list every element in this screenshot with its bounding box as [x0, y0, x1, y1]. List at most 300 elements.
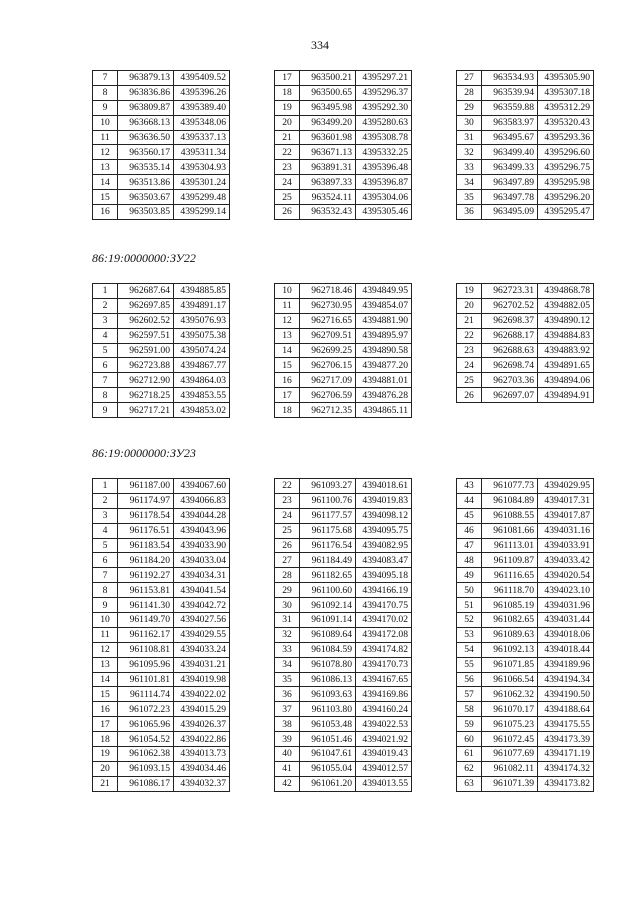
point-number-cell: 44	[457, 493, 482, 508]
table-row	[275, 160, 412, 175]
point-number-cell: 17	[275, 71, 300, 86]
x-coordinate-cell: 963499.20	[300, 115, 356, 130]
x-coordinate-cell: 961088.55	[482, 508, 538, 523]
y-coordinate-cell: 4394882.05	[538, 298, 594, 313]
table-row	[275, 328, 412, 343]
y-coordinate-cell: 4394083.47	[356, 553, 412, 568]
y-coordinate-cell: 4395348.06	[174, 115, 230, 130]
table-row	[93, 479, 230, 494]
x-coordinate-cell: 961103.80	[300, 702, 356, 717]
x-coordinate-cell: 961070.17	[482, 702, 538, 717]
table-row	[93, 145, 230, 160]
point-number-cell: 41	[275, 761, 300, 776]
y-coordinate-cell: 4394032.37	[174, 776, 230, 791]
x-coordinate-cell: 962716.65	[300, 313, 356, 328]
point-number-cell: 9	[93, 598, 118, 613]
point-number-cell: 11	[93, 627, 118, 642]
y-coordinate-cell: 4395320.43	[538, 115, 594, 130]
point-number-cell: 43	[457, 479, 482, 494]
point-number-cell: 8	[93, 583, 118, 598]
table-row	[457, 598, 594, 613]
y-coordinate-cell: 4394095.75	[356, 523, 412, 538]
y-coordinate-cell: 4394034.46	[174, 761, 230, 776]
y-coordinate-cell: 4394033.04	[174, 553, 230, 568]
table-row	[93, 538, 230, 553]
point-number-cell: 10	[93, 613, 118, 628]
table-row	[457, 747, 594, 762]
x-coordinate-cell: 961095.96	[118, 657, 174, 672]
table-row	[457, 627, 594, 642]
y-coordinate-cell: 4394082.95	[356, 538, 412, 553]
y-coordinate-cell: 4395075.38	[174, 328, 230, 343]
x-coordinate-cell: 961091.14	[300, 613, 356, 628]
x-coordinate-cell: 961093.63	[300, 687, 356, 702]
point-number-cell: 25	[457, 373, 482, 388]
table-row	[275, 657, 412, 672]
y-coordinate-cell: 4394029.55	[174, 627, 230, 642]
y-coordinate-cell: 4394890.58	[356, 343, 412, 358]
coordinates-table	[274, 283, 412, 418]
table-row	[457, 493, 594, 508]
table-row	[457, 284, 594, 299]
x-coordinate-cell: 961086.13	[300, 672, 356, 687]
y-coordinate-cell: 4395396.48	[356, 160, 412, 175]
point-number-cell: 15	[93, 190, 118, 205]
x-coordinate-cell: 961108.81	[118, 642, 174, 657]
point-number-cell: 55	[457, 657, 482, 672]
point-number-cell: 31	[457, 130, 482, 145]
point-number-cell: 23	[275, 160, 300, 175]
point-number-cell: 34	[457, 175, 482, 190]
table-row	[457, 613, 594, 628]
point-number-cell: 56	[457, 672, 482, 687]
x-coordinate-cell: 963495.98	[300, 100, 356, 115]
table-row	[93, 627, 230, 642]
section-title: 86:19:0000000:ЗУ23	[92, 446, 196, 460]
y-coordinate-cell: 4394894.06	[538, 373, 594, 388]
x-coordinate-cell: 961085.19	[482, 598, 538, 613]
y-coordinate-cell: 4394066.83	[174, 493, 230, 508]
table-row	[275, 358, 412, 373]
x-coordinate-cell: 962718.25	[118, 388, 174, 403]
x-coordinate-cell: 962712.90	[118, 373, 174, 388]
point-number-cell: 61	[457, 747, 482, 762]
table-row	[275, 403, 412, 418]
table-row	[275, 523, 412, 538]
point-number-cell: 19	[275, 100, 300, 115]
point-number-cell: 12	[275, 313, 300, 328]
table-row	[275, 284, 412, 299]
x-coordinate-cell: 963500.21	[300, 71, 356, 86]
y-coordinate-cell: 4395389.40	[174, 100, 230, 115]
table-row	[93, 776, 230, 791]
point-number-cell: 26	[275, 205, 300, 220]
x-coordinate-cell: 963534.93	[482, 71, 538, 86]
x-coordinate-cell: 963891.31	[300, 160, 356, 175]
y-coordinate-cell: 4394034.31	[174, 568, 230, 583]
x-coordinate-cell: 963503.85	[118, 205, 174, 220]
point-number-cell: 34	[275, 657, 300, 672]
y-coordinate-cell: 4395304.93	[174, 160, 230, 175]
point-number-cell: 54	[457, 642, 482, 657]
y-coordinate-cell: 4394867.77	[174, 358, 230, 373]
x-coordinate-cell: 961178.54	[118, 508, 174, 523]
point-number-cell: 18	[93, 732, 118, 747]
y-coordinate-cell: 4394026.37	[174, 717, 230, 732]
x-coordinate-cell: 961082.65	[482, 613, 538, 628]
point-number-cell: 27	[457, 71, 482, 86]
x-coordinate-cell: 962703.36	[482, 373, 538, 388]
point-number-cell: 16	[93, 205, 118, 220]
x-coordinate-cell: 963601.98	[300, 130, 356, 145]
point-number-cell: 13	[93, 657, 118, 672]
point-number-cell: 5	[93, 538, 118, 553]
point-number-cell: 24	[457, 358, 482, 373]
table-row	[93, 115, 230, 130]
x-coordinate-cell: 961084.89	[482, 493, 538, 508]
point-number-cell: 40	[275, 747, 300, 762]
x-coordinate-cell: 963836.86	[118, 85, 174, 100]
y-coordinate-cell: 4395076.93	[174, 313, 230, 328]
table-row	[275, 100, 412, 115]
coordinates-table	[274, 478, 412, 792]
table-row	[275, 373, 412, 388]
table-row	[93, 328, 230, 343]
x-coordinate-cell: 961075.23	[482, 717, 538, 732]
point-number-cell: 28	[275, 568, 300, 583]
y-coordinate-cell: 4395304.06	[356, 190, 412, 205]
x-coordinate-cell: 962706.15	[300, 358, 356, 373]
point-number-cell: 14	[275, 343, 300, 358]
point-number-cell: 15	[275, 358, 300, 373]
y-coordinate-cell: 4394849.95	[356, 284, 412, 299]
table-row	[93, 598, 230, 613]
y-coordinate-cell: 4395312.29	[538, 100, 594, 115]
x-coordinate-cell: 961101.81	[118, 672, 174, 687]
point-number-cell: 28	[457, 85, 482, 100]
point-number-cell: 29	[457, 100, 482, 115]
table-row	[275, 343, 412, 358]
table-row	[275, 145, 412, 160]
x-coordinate-cell: 963809.87	[118, 100, 174, 115]
x-coordinate-cell: 961066.54	[482, 672, 538, 687]
point-number-cell: 21	[457, 313, 482, 328]
table-row	[275, 598, 412, 613]
point-number-cell: 3	[93, 313, 118, 328]
table-row	[275, 479, 412, 494]
point-number-cell: 38	[275, 717, 300, 732]
table-row	[93, 732, 230, 747]
x-coordinate-cell: 963668.13	[118, 115, 174, 130]
point-number-cell: 46	[457, 523, 482, 538]
table-row	[93, 284, 230, 299]
table-row	[275, 672, 412, 687]
point-number-cell: 10	[93, 115, 118, 130]
point-number-cell: 17	[275, 388, 300, 403]
table-row	[457, 358, 594, 373]
table-row	[93, 373, 230, 388]
x-coordinate-cell: 963499.40	[482, 145, 538, 160]
x-coordinate-cell: 961072.23	[118, 702, 174, 717]
point-number-cell: 6	[93, 358, 118, 373]
x-coordinate-cell: 963503.67	[118, 190, 174, 205]
point-number-cell: 26	[275, 538, 300, 553]
table-row	[457, 130, 594, 145]
y-coordinate-cell: 4394018.44	[538, 642, 594, 657]
y-coordinate-cell: 4394868.78	[538, 284, 594, 299]
x-coordinate-cell: 962698.74	[482, 358, 538, 373]
y-coordinate-cell: 4394895.97	[356, 328, 412, 343]
point-number-cell: 13	[275, 328, 300, 343]
coordinates-table	[274, 70, 412, 220]
y-coordinate-cell: 4394864.03	[174, 373, 230, 388]
y-coordinate-cell: 4394194.34	[538, 672, 594, 687]
x-coordinate-cell: 962717.09	[300, 373, 356, 388]
y-coordinate-cell: 4395296.20	[538, 190, 594, 205]
table-row	[93, 717, 230, 732]
point-number-cell: 27	[275, 553, 300, 568]
table-row	[93, 100, 230, 115]
point-number-cell: 39	[275, 732, 300, 747]
point-number-cell: 23	[275, 493, 300, 508]
y-coordinate-cell: 4394043.96	[174, 523, 230, 538]
table-row	[457, 298, 594, 313]
table-row	[275, 568, 412, 583]
table-row	[93, 358, 230, 373]
x-coordinate-cell: 961089.63	[482, 627, 538, 642]
x-coordinate-cell: 961089.64	[300, 627, 356, 642]
x-coordinate-cell: 963532.43	[300, 205, 356, 220]
x-coordinate-cell: 961109.87	[482, 553, 538, 568]
point-number-cell: 1	[93, 479, 118, 494]
point-number-cell: 53	[457, 627, 482, 642]
point-number-cell: 48	[457, 553, 482, 568]
point-number-cell: 32	[275, 627, 300, 642]
table-row	[275, 776, 412, 791]
y-coordinate-cell: 4394169.86	[356, 687, 412, 702]
point-number-cell: 30	[457, 115, 482, 130]
point-number-cell: 8	[93, 85, 118, 100]
x-coordinate-cell: 961093.15	[118, 761, 174, 776]
y-coordinate-cell: 4395299.14	[174, 205, 230, 220]
table-row	[457, 732, 594, 747]
x-coordinate-cell: 962730.95	[300, 298, 356, 313]
x-coordinate-cell: 963560.17	[118, 145, 174, 160]
y-coordinate-cell: 4394877.20	[356, 358, 412, 373]
table-row	[93, 553, 230, 568]
y-coordinate-cell: 4394012.57	[356, 761, 412, 776]
point-number-cell: 33	[275, 642, 300, 657]
point-number-cell: 2	[93, 298, 118, 313]
point-number-cell: 22	[457, 328, 482, 343]
y-coordinate-cell: 4395409.52	[174, 71, 230, 86]
y-coordinate-cell: 4394891.17	[174, 298, 230, 313]
point-number-cell: 7	[93, 373, 118, 388]
table-row	[457, 145, 594, 160]
y-coordinate-cell: 4395295.47	[538, 205, 594, 220]
point-number-cell: 59	[457, 717, 482, 732]
table-row	[93, 523, 230, 538]
point-number-cell: 32	[457, 145, 482, 160]
point-number-cell: 29	[275, 583, 300, 598]
y-coordinate-cell: 4394019.43	[356, 747, 412, 762]
point-number-cell: 24	[275, 175, 300, 190]
x-coordinate-cell: 961187.00	[118, 479, 174, 494]
x-coordinate-cell: 962717.21	[118, 403, 174, 418]
y-coordinate-cell: 4395292.30	[356, 100, 412, 115]
x-coordinate-cell: 961141.30	[118, 598, 174, 613]
x-coordinate-cell: 962712.35	[300, 403, 356, 418]
point-number-cell: 62	[457, 761, 482, 776]
x-coordinate-cell: 961071.39	[482, 776, 538, 791]
table-row	[275, 298, 412, 313]
table-row	[275, 115, 412, 130]
x-coordinate-cell: 962591.00	[118, 343, 174, 358]
table-row	[275, 508, 412, 523]
y-coordinate-cell: 4394190.50	[538, 687, 594, 702]
x-coordinate-cell: 963535.14	[118, 160, 174, 175]
point-number-cell: 45	[457, 508, 482, 523]
point-number-cell: 30	[275, 598, 300, 613]
table-row	[457, 702, 594, 717]
point-number-cell: 4	[93, 328, 118, 343]
table-row	[457, 583, 594, 598]
y-coordinate-cell: 4394022.53	[356, 717, 412, 732]
point-number-cell: 60	[457, 732, 482, 747]
table-row	[275, 493, 412, 508]
table-row	[93, 130, 230, 145]
y-coordinate-cell: 4394013.73	[174, 747, 230, 762]
table-row	[93, 657, 230, 672]
y-coordinate-cell: 4394019.83	[356, 493, 412, 508]
table-row	[457, 568, 594, 583]
x-coordinate-cell: 961184.20	[118, 553, 174, 568]
table-row	[93, 313, 230, 328]
x-coordinate-cell: 961182.65	[300, 568, 356, 583]
table-row	[93, 761, 230, 776]
table-row	[275, 313, 412, 328]
coordinates-table	[92, 283, 230, 418]
x-coordinate-cell: 961174.97	[118, 493, 174, 508]
y-coordinate-cell: 4394015.29	[174, 702, 230, 717]
y-coordinate-cell: 4394189.96	[538, 657, 594, 672]
x-coordinate-cell: 961082.11	[482, 761, 538, 776]
x-coordinate-cell: 961153.81	[118, 583, 174, 598]
table-row	[457, 313, 594, 328]
y-coordinate-cell: 4395305.46	[356, 205, 412, 220]
point-number-cell: 7	[93, 71, 118, 86]
point-number-cell: 15	[93, 687, 118, 702]
point-number-cell: 17	[93, 717, 118, 732]
point-number-cell: 47	[457, 538, 482, 553]
table-row	[275, 130, 412, 145]
table-row	[457, 761, 594, 776]
x-coordinate-cell: 963513.86	[118, 175, 174, 190]
x-coordinate-cell: 961065.96	[118, 717, 174, 732]
x-coordinate-cell: 962718.46	[300, 284, 356, 299]
x-coordinate-cell: 963499.33	[482, 160, 538, 175]
point-number-cell: 31	[275, 613, 300, 628]
y-coordinate-cell: 4395297.21	[356, 71, 412, 86]
table-row	[457, 115, 594, 130]
point-number-cell: 21	[93, 776, 118, 791]
table-row	[275, 687, 412, 702]
table-row	[275, 702, 412, 717]
x-coordinate-cell: 963559.88	[482, 100, 538, 115]
y-coordinate-cell: 4394173.82	[538, 776, 594, 791]
table-row	[457, 523, 594, 538]
point-number-cell: 19	[93, 747, 118, 762]
point-number-cell: 20	[93, 761, 118, 776]
y-coordinate-cell: 4394174.32	[538, 761, 594, 776]
table-row	[457, 343, 594, 358]
table-row	[93, 85, 230, 100]
y-coordinate-cell: 4394170.73	[356, 657, 412, 672]
y-coordinate-cell: 4395296.60	[538, 145, 594, 160]
point-number-cell: 36	[275, 687, 300, 702]
y-coordinate-cell: 4394853.55	[174, 388, 230, 403]
point-number-cell: 35	[457, 190, 482, 205]
y-coordinate-cell: 4394160.24	[356, 702, 412, 717]
y-coordinate-cell: 4394891.65	[538, 358, 594, 373]
y-coordinate-cell: 4394067.60	[174, 479, 230, 494]
y-coordinate-cell: 4395308.78	[356, 130, 412, 145]
table-row	[93, 687, 230, 702]
table-row	[93, 71, 230, 86]
point-number-cell: 63	[457, 776, 482, 791]
x-coordinate-cell: 961176.51	[118, 523, 174, 538]
x-coordinate-cell: 963897.33	[300, 175, 356, 190]
point-number-cell: 36	[457, 205, 482, 220]
y-coordinate-cell: 4394029.95	[538, 479, 594, 494]
x-coordinate-cell: 961100.76	[300, 493, 356, 508]
y-coordinate-cell: 4394174.82	[356, 642, 412, 657]
section-title: 86:19:0000000:ЗУ22	[92, 251, 196, 265]
x-coordinate-cell: 961047.61	[300, 747, 356, 762]
y-coordinate-cell: 4395307.18	[538, 85, 594, 100]
table-row	[457, 657, 594, 672]
y-coordinate-cell: 4394031.16	[538, 523, 594, 538]
table-row	[457, 190, 594, 205]
y-coordinate-cell: 4395337.13	[174, 130, 230, 145]
table-row	[275, 175, 412, 190]
x-coordinate-cell: 961149.70	[118, 613, 174, 628]
x-coordinate-cell: 963583.97	[482, 115, 538, 130]
table-row	[93, 343, 230, 358]
x-coordinate-cell: 961162.17	[118, 627, 174, 642]
y-coordinate-cell: 4394031.44	[538, 613, 594, 628]
page-number: 334	[311, 38, 329, 52]
x-coordinate-cell: 961061.20	[300, 776, 356, 791]
x-coordinate-cell: 961092.14	[300, 598, 356, 613]
point-number-cell: 12	[93, 642, 118, 657]
y-coordinate-cell: 4394042.72	[174, 598, 230, 613]
x-coordinate-cell: 963539.94	[482, 85, 538, 100]
x-coordinate-cell: 962602.52	[118, 313, 174, 328]
x-coordinate-cell: 961183.54	[118, 538, 174, 553]
table-row	[457, 776, 594, 791]
x-coordinate-cell: 963500.65	[300, 85, 356, 100]
x-coordinate-cell: 962698.37	[482, 313, 538, 328]
table-row	[93, 613, 230, 628]
x-coordinate-cell: 963524.11	[300, 190, 356, 205]
y-coordinate-cell: 4394018.61	[356, 479, 412, 494]
y-coordinate-cell: 4394031.96	[538, 598, 594, 613]
y-coordinate-cell: 4395332.25	[356, 145, 412, 160]
table-row	[457, 175, 594, 190]
point-number-cell: 51	[457, 598, 482, 613]
point-number-cell: 52	[457, 613, 482, 628]
